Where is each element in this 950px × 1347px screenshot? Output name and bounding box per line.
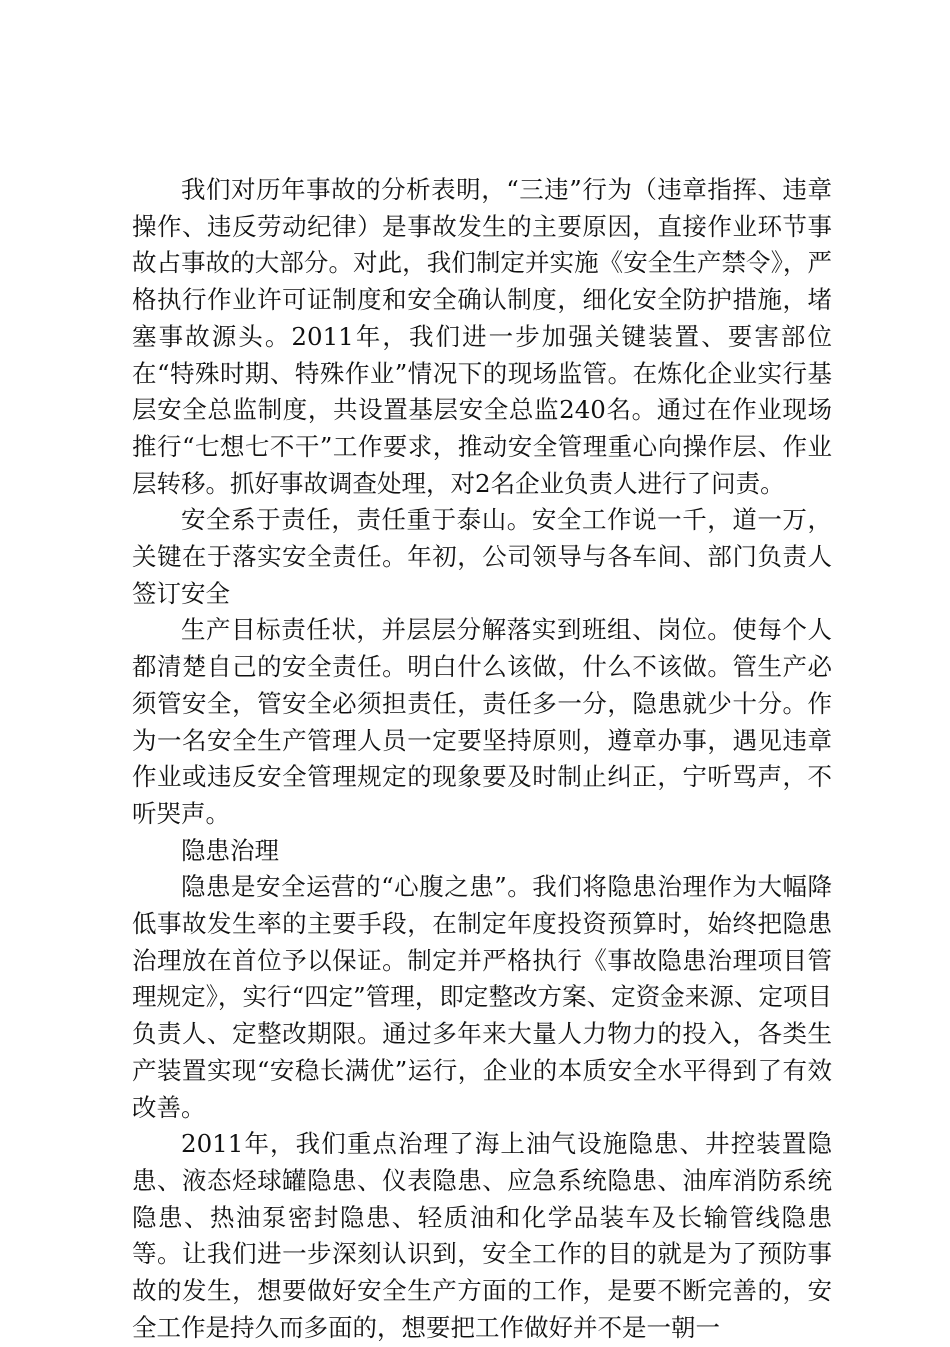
paragraph-accident-analysis: 我们对历年事故的分析表明，“三违”行为（违章指挥、违章操作、违反劳动纪律）是事故发生的主要原因，直接作业环节事故占事故的大部分。对此，我们制定并实施《安全生产禁令》，严格执行作业许可证制度和安全确认制度，细化安全防护措施，堵塞事故源头。2011年，我们进一步加强关键装置、要害部位在“特殊时期、特殊作业”情况下的现场监管。在炼化企业实行基层安全总监制度，共设置基层安全总监240名。通过在作业现场推行“七想七不干”工作要求，推动安全管理重心向操作层、作业层转移。抓好事故调查处理，对2名企业负责人进行了问责。	[132, 175, 832, 498]
document-body	[132, 172, 832, 1347]
paragraph-hazard-governance: 隐患是安全运营的“心腹之患”。我们将隐患治理作为大幅降低事故发生率的主要手段，在制定年度投资预算时，始终把隐患治理放在首位予以保证。制定并严格执行《事故隐患治理项目管理规定》，实行“四定”管理，即定整改方案、定资金来源、定项目负责人、定整改期限。通过多年来大量人力物力的投入，各类生产装置实现“安稳长满优”运行，企业的本质安全水平得到了有效改善。	[132, 872, 832, 1122]
section-heading: 隐患治理	[181, 835, 279, 865]
paragraph-responsibility: 安全系于责任，责任重于泰山。安全工作说一千，道一万，关键在于落实安全责任。年初，公司领导与各车间、部门负责人签订安全	[132, 505, 832, 608]
paragraph-responsibility-continued: 生产目标责任状，并层层分解落实到班组、岗位。使每个人都清楚自己的安全责任。明白什么该做，什么不该做。管生产必须管安全，管安全必须担责任，责任多一分，隐患就少十分。作为一名安全生产管理人员一定要坚持原则，遵章办事，遇见违章作业或违反安全管理规定的现象要及时制止纠正，宁听骂声，不听哭声。	[132, 615, 832, 828]
paragraph-2011-hazards: 2011年，我们重点治理了海上油气设施隐患、井控装置隐患、液态烃球罐隐患、仪表隐患、应急系统隐患、油库消防系统隐患、热油泵密封隐患、轻质油和化学品装车及长输管线隐患等。让我们进一步深刻认识到，安全工作的目的就是为了预防事故的发生，想要做好安全生产方面的工作，是要不断完善的，安全工作是持久而多面的，想要把工作做好并不是一朝一	[132, 1129, 832, 1342]
